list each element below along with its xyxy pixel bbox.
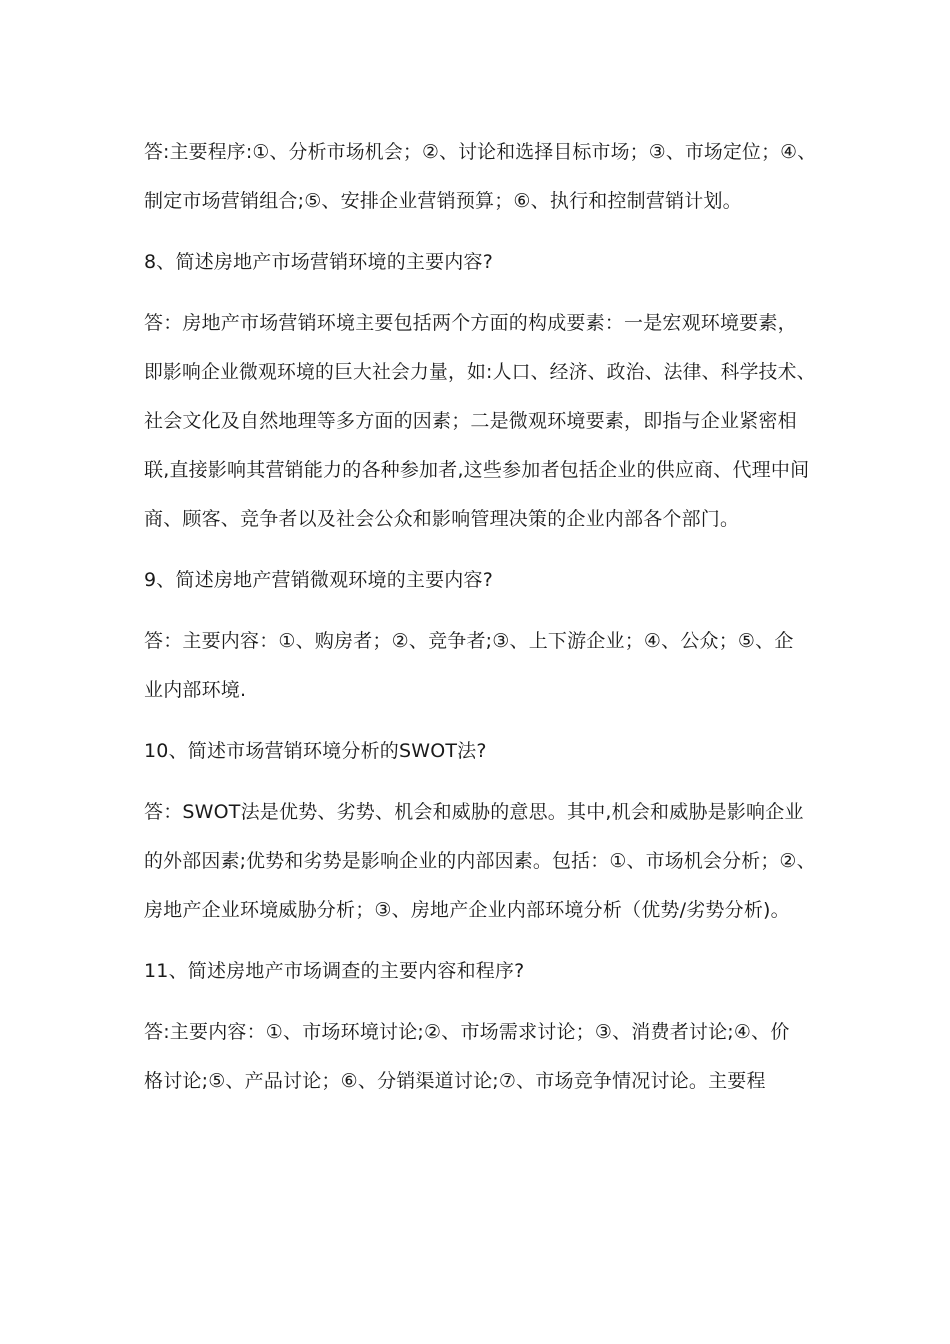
text-line: 10、简述市场营销环境分析的SWOT法?: [144, 740, 487, 762]
text-line: 业内部环境.: [144, 679, 247, 701]
answer-7-paragraph: [144, 128, 816, 226]
document-body: [144, 128, 816, 1106]
text-line: 9、简述房地产营销微观环境的主要内容?: [144, 569, 493, 591]
text-line: 格讨论;⑤、产品讨论；⑥、分销渠道讨论;⑦、市场竞争情况讨论。主要程: [144, 1070, 766, 1092]
text-line: 答:主要内容：①、市场环境讨论;②、市场需求讨论；③、消费者讨论;④、价: [144, 1021, 790, 1043]
question-10-heading: [144, 727, 816, 776]
text-line: 商、顾客、竞争者以及社会公众和影响管理决策的企业内部各个部门。: [144, 508, 740, 530]
answer-10-paragraph: [144, 788, 816, 935]
answer-8-paragraph: [144, 299, 816, 544]
answer-11-paragraph: [144, 1008, 816, 1106]
text-line: 8、简述房地产市场营销环境的主要内容?: [144, 251, 493, 273]
text-line: 社会文化及自然地理等多方面的因素；二是微观环境要素，即指与企业紧密相: [144, 410, 797, 432]
question-11-heading: [144, 947, 816, 996]
text-line: 答：房地产市场营销环境主要包括两个方面的构成要素：一是宏观环境要素，: [144, 312, 797, 334]
text-line: 11、简述房地产市场调查的主要内容和程序?: [144, 960, 525, 982]
text-line: 制定市场营销组合;⑤、安排企业营销预算；⑥、执行和控制营销计划。: [144, 190, 742, 212]
text-line: 答:主要程序:①、分析市场机会；②、讨论和选择目标市场；③、市场定位；④、: [144, 141, 817, 163]
text-line: 的外部因素;优势和劣势是影响企业的内部因素。包括：①、市场机会分析；②、: [144, 850, 816, 872]
question-9-heading: [144, 556, 816, 605]
text-line: 房地产企业环境威胁分析；③、房地产企业内部环境分析（优势/劣势分析)。: [144, 899, 790, 921]
text-line: 即影响企业微观环境的巨大社会力量，如:人口、经济、政治、法律、科学技术、: [144, 361, 816, 383]
answer-9-paragraph: [144, 617, 816, 715]
text-line: 答：主要内容：①、购房者；②、竞争者;③、上下游企业；④、公众；⑤、企: [144, 630, 794, 652]
text-line: 联,直接影响其营销能力的各种参加者,这些参加者包括企业的供应商、代理中间: [144, 459, 810, 481]
question-8-heading: [144, 238, 816, 287]
text-line: 答：SWOT法是优势、劣势、机会和威胁的意思。其中,机会和威胁是影响企业: [144, 801, 804, 823]
